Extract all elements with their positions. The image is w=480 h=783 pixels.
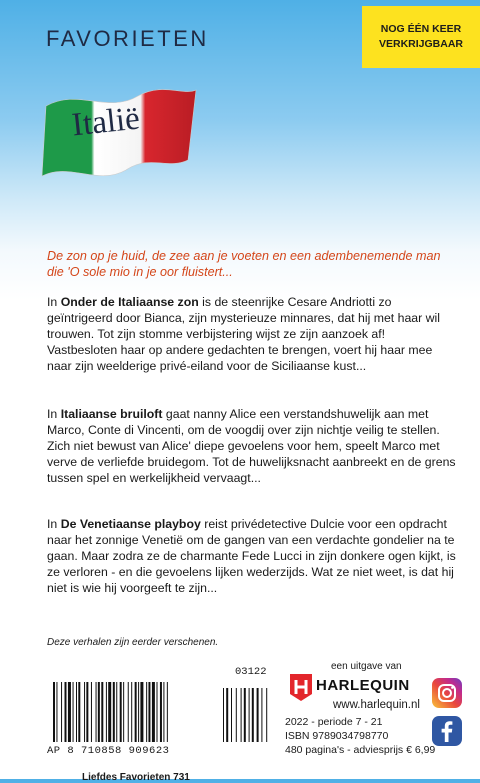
story-paragraph-2 xyxy=(47,406,457,486)
barcode-addon: 03122 xyxy=(235,666,267,678)
story-title: De Venetiaanse playboy xyxy=(60,517,201,531)
reprint-note: Deze verhalen zijn eerder verschenen. xyxy=(47,637,219,648)
story-intro: In xyxy=(47,295,61,309)
story-intro: In xyxy=(47,407,61,421)
availability-badge xyxy=(362,6,480,68)
story-paragraph-1 xyxy=(47,294,457,374)
publisher-tagline: een uitgave van xyxy=(331,661,402,672)
barcode-bars xyxy=(53,682,273,742)
story-title: Onder de Italiaanse zon xyxy=(60,295,199,309)
story-text: is de steenrijke Cesare Andriotti zo geïntrigeerd door Bianca, zijn mysterieuze minnares, dat hij met haar wil trouwen. Tot zijn stomme verbijstering wijst ze zijn aanzoek af! Vastbesloten haar op andere gedachten te brengen, voert hij haar mee naar zijn weelderige privé-eiland voor de Siciliaanse kust... xyxy=(47,295,441,373)
lead-text: De zon op je huid, de zee aan je voeten en een adembenemende man die 'O sole mio in je oor fluistert... xyxy=(47,249,441,279)
series-title: FAVORIETEN xyxy=(46,26,209,51)
story-title: Italiaanse bruiloft xyxy=(60,407,163,421)
period: 2022 - periode 7 - 21 xyxy=(285,716,383,728)
flag-label: Italië xyxy=(70,100,142,144)
story-paragraph-3 xyxy=(47,516,457,596)
barcode xyxy=(47,666,277,766)
story-intro: In xyxy=(47,517,61,531)
facebook-icon[interactable] xyxy=(432,716,462,746)
instagram-icon[interactable] xyxy=(432,678,462,708)
badge-line-1: NOG ÉÉN KEER xyxy=(380,23,462,35)
publisher-name: HARLEQUIN xyxy=(316,677,410,694)
barcode-digits: AP 8 710858 909623 xyxy=(47,745,170,757)
pages-price: 480 pagina's - adviesprijs € 6,99 xyxy=(285,744,436,756)
publisher-url[interactable]: www.harlequin.nl xyxy=(333,699,420,711)
publication-info xyxy=(285,715,435,757)
isbn: ISBN 9789034798770 xyxy=(285,730,389,742)
story-text: gaat nanny Alice een verstandshuwelijk aan met Marco, Conte di Vincenti, om de voogdij over zijn nichtje veilig te stellen. Zich niet bewust van Alice' diepe gevoelens voor hem, speelt Marco met verve de verliefde bruidegom. Tot de huwelijksnacht aanbreekt en de grens tussen spel en werkelijkheid vervaagt... xyxy=(47,407,456,485)
story-text: reist privédetective Dulcie voor een opdracht naar het zonnige Venetië om de gangen van een verdachte gondelier na te gaan. Maar zodra ze de charmante Fede Lucci in zijn donkere ogen kijkt, is ze verloren - en die gevoelens lijken wederzijds. Wat ze niet weet, is dat hij niet is wie hij voorgeeft te zijn... xyxy=(47,517,456,595)
bottom-title: Liefdes Favorieten 731 xyxy=(82,772,190,783)
badge-line-2: VERKRIJGBAAR xyxy=(378,38,463,50)
